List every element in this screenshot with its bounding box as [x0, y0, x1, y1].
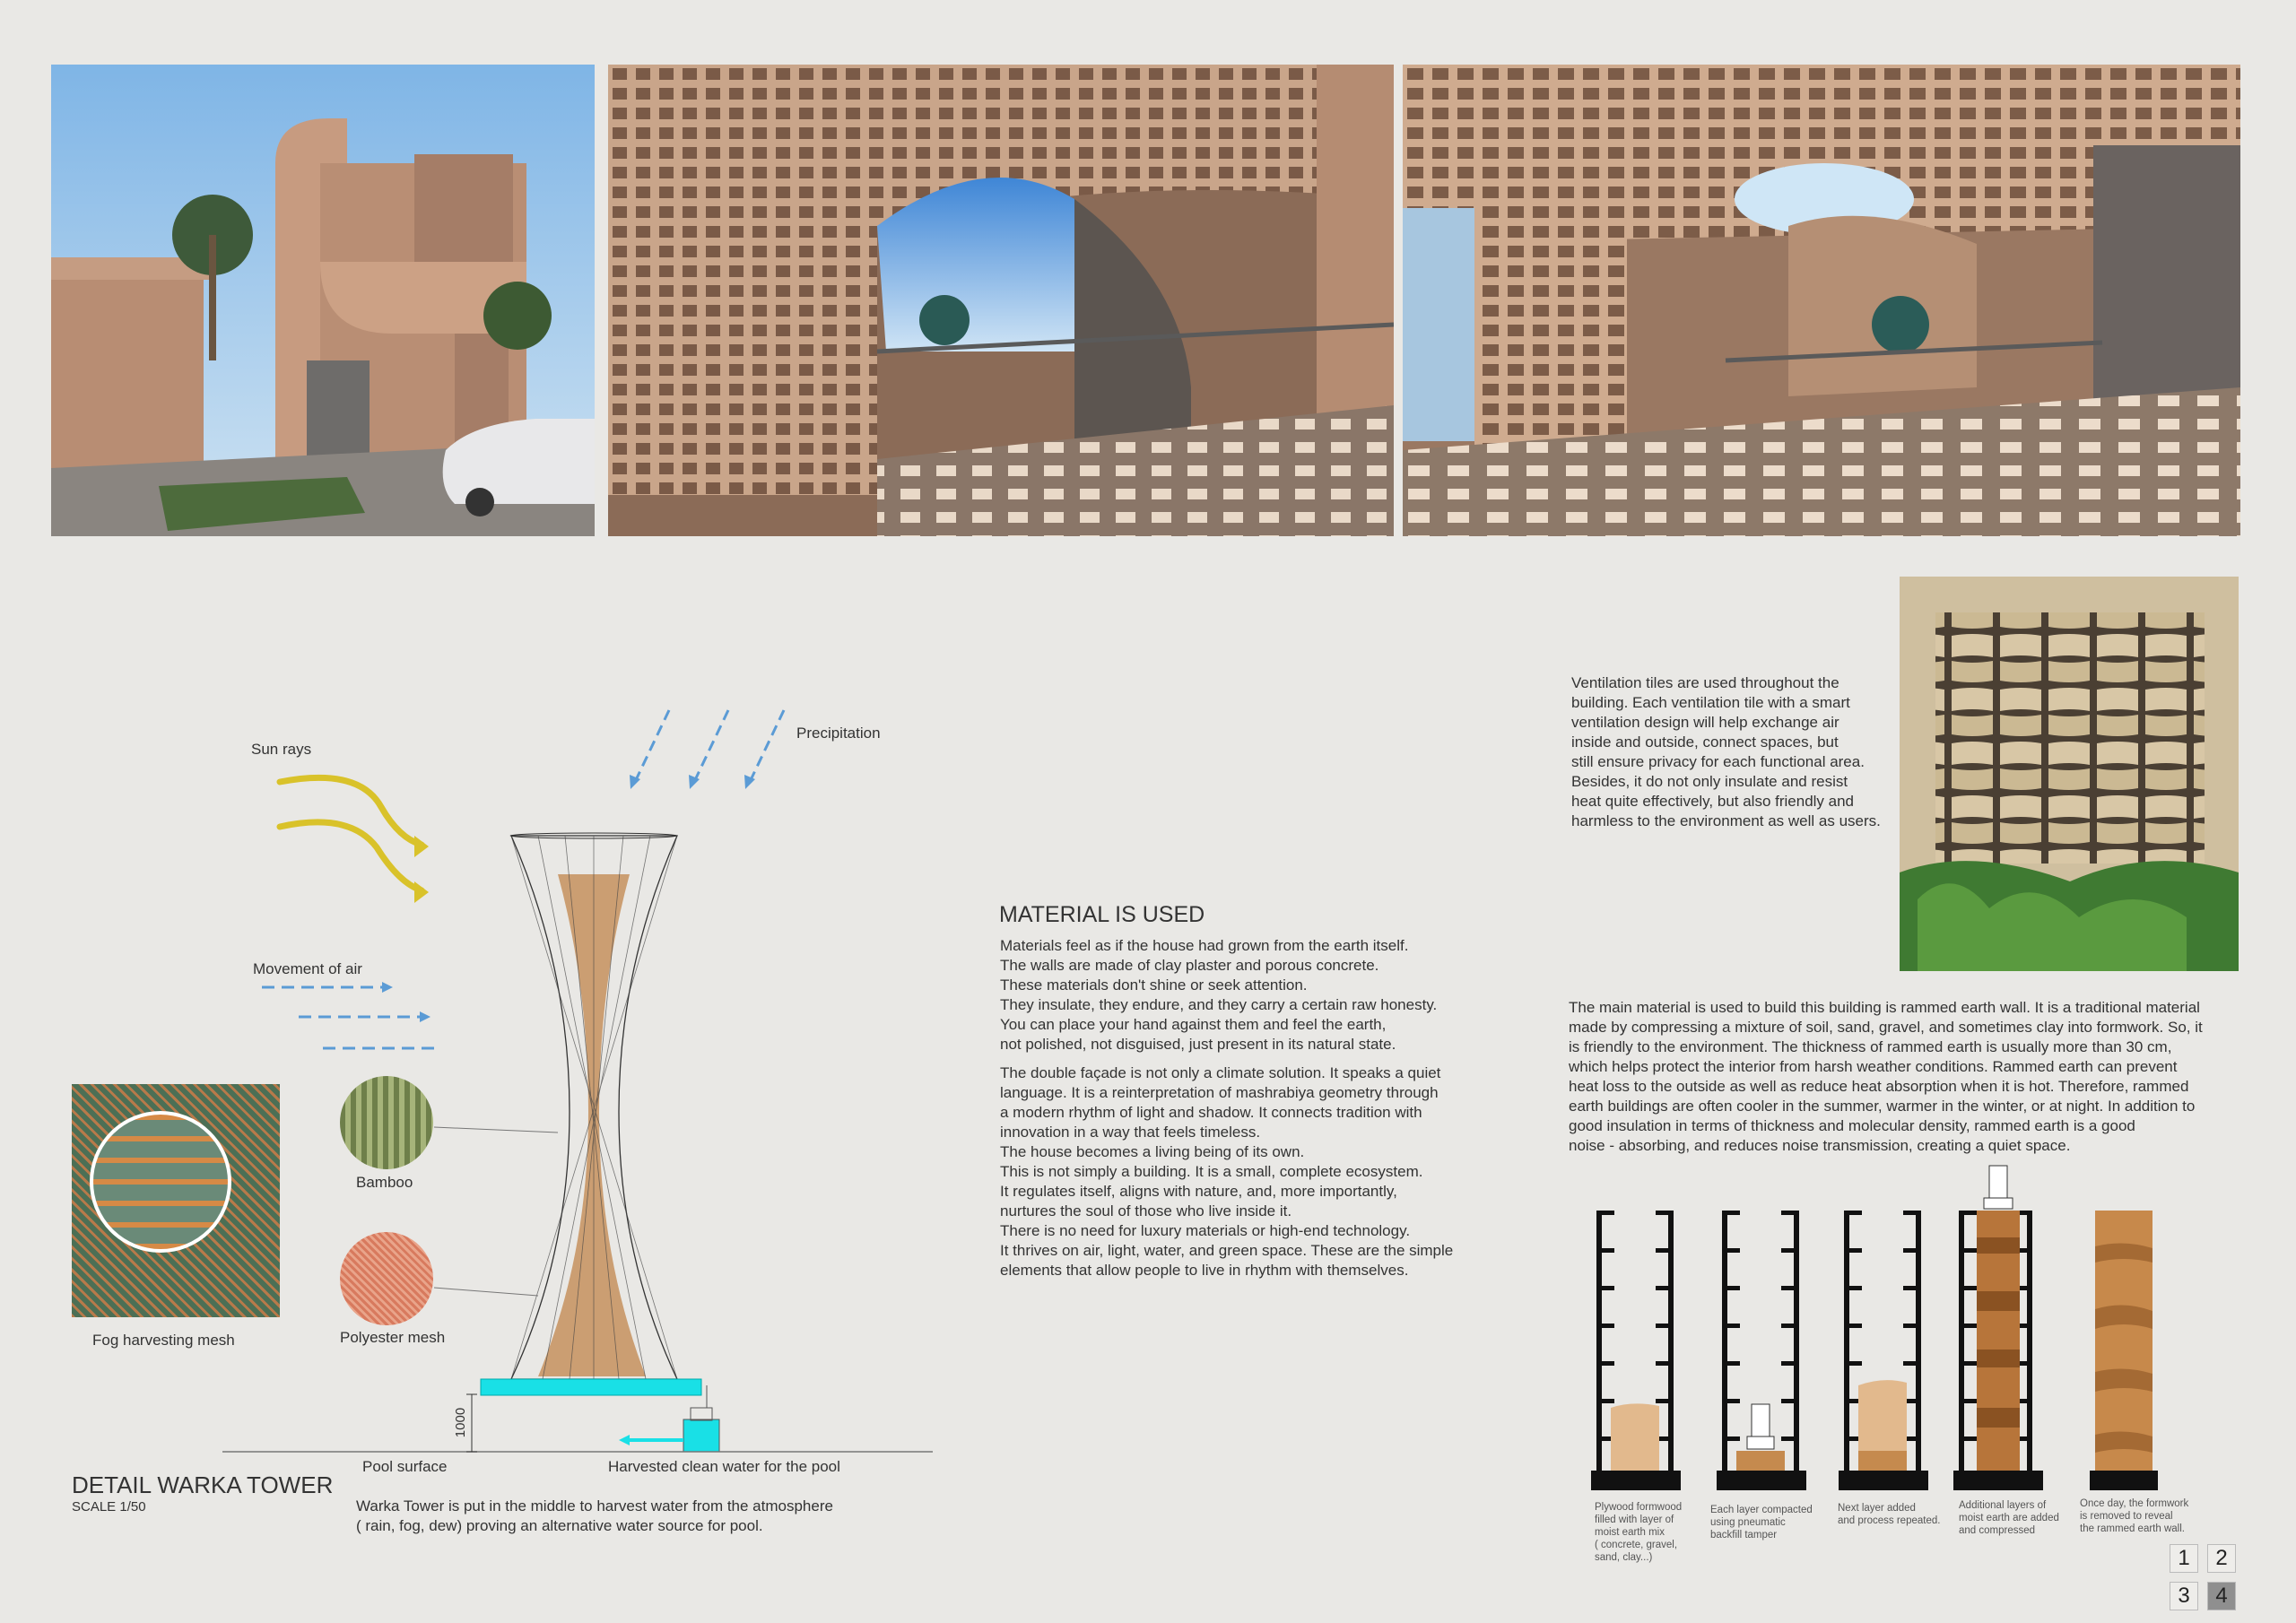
step-1-formwork — [1591, 1211, 1681, 1490]
fog-mesh-label: Fog harvesting mesh — [92, 1332, 235, 1349]
exterior-render — [51, 65, 595, 536]
precipitation-label: Precipitation — [796, 725, 881, 742]
material-heading: MATERIAL IS USED — [999, 902, 1205, 927]
fog-mesh-photo — [72, 1084, 280, 1317]
precipitation-arrows — [635, 710, 784, 782]
sun-rays-arrows — [280, 777, 422, 890]
material-para-1: Materials feel as if the house had grown from the earth itself. The walls are made of clay plaster and porous concrete. These materials don't shine or seek attention. They insulate, they endure, and they carry a certain raw honesty. You can place your hand against them and feel the earth, not polished, not disguised, just present in its natural state. — [1000, 937, 1438, 1053]
warka-tower — [510, 833, 677, 1379]
step-5-finished-wall — [2090, 1211, 2158, 1490]
page-1-button[interactable]: 1 — [2170, 1544, 2198, 1573]
step-1-caption: Plywood formwood filled with layer of moist earth mix ( concrete, gravel, sand, clay...) — [1595, 1502, 1683, 1563]
walkway-render-2 — [1403, 65, 2240, 536]
warka-description: Warka Tower is put in the middle to harvest water from the atmosphere ( rain, fog, dew) proving an alternative water source for pool. — [356, 1497, 833, 1534]
step-3-caption: Next layer added and process repeated. — [1838, 1503, 1941, 1526]
page-2-button[interactable]: 2 — [2207, 1544, 2236, 1573]
ventilation-tile-photo — [1900, 577, 2239, 971]
rammed-earth-process-diagram — [1578, 1157, 2170, 1497]
dimension-label: 1000 — [453, 1407, 469, 1438]
material-para-2: The double façade is not only a climate solution. It speaks a quiet language. It is a reinterpretation of mashrabiya geometry through a modern rhythm of light and shadow. It connects tradition with innovation in a way that feels timeless. The house becomes a living being of its own. This is not simply a building. It is a small, complete ecosystem. It regulates itself, aligns with nature, and, more importantly, nurtures the soul of those who live inside it. There is no need for luxury materials or high-end technology. It thrives on air, light, water, and green space. These are the simple elements that allow people to live in rhythm with themselves. — [1000, 1064, 1454, 1279]
step-3-next-layer — [1839, 1211, 1928, 1490]
step-4-caption: Additional layers of moist earth are added and compressed — [1959, 1500, 2059, 1536]
air-movement-arrows — [262, 987, 435, 1048]
pool-surface-label: Pool surface — [362, 1458, 448, 1475]
step-5-caption: Once day, the formwork is removed to reveal the rammed earth wall. — [2080, 1498, 2189, 1534]
rammed-earth-text: The main material is used to build this building is rammed earth wall. It is a traditional material made by compressing a mixture of soil, sand, gravel, and sometimes clay into formwork. So, it is friendly to the environment. The thickness of rammed earth is usually more than 30 cm, which helps protect the interior from harsh weather conditions. Rammed earth can prevent heat loss to the outside as well as reduce heat absorption when it is hot. Therefore, rammed earth buildings are often cooler in the summer, warmer in the winter, or at night. In addition to good insulation in terms of thickness and molecular density, rammed earth is a good noise - absorbing, and reduces noise transmission, creating a quiet space. — [1569, 999, 2203, 1154]
step-2-compaction — [1717, 1211, 1806, 1490]
polyester-mesh-label: Polyester mesh — [340, 1329, 446, 1346]
movement-of-air-label: Movement of air — [253, 960, 362, 977]
page-4-button[interactable]: 4 — [2207, 1582, 2236, 1610]
warka-title: DETAIL WARKA TOWER — [72, 1471, 334, 1498]
ventilation-text: Ventilation tiles are used throughout the building. Each ventilation tile with a smart ventilation design will help exchange air inside and outside, connect spaces, but still ensure privacy for each functional area. Besides, it do not only insulate and resist heat quite effectively, but also friendly and harmless to the environment as well as users. — [1571, 674, 1881, 829]
bamboo-label: Bamboo — [356, 1174, 413, 1191]
walkway-render-1 — [608, 65, 1394, 536]
step-2-caption: Each layer compacted using pneumatic backfill tamper — [1710, 1505, 1813, 1541]
warka-scale: SCALE 1/50 — [72, 1499, 146, 1515]
page-3-button[interactable]: 3 — [2170, 1582, 2198, 1610]
sun-rays-label: Sun rays — [251, 741, 312, 758]
bamboo-swatch — [340, 1076, 433, 1169]
polyester-mesh-swatch — [340, 1232, 433, 1325]
step-4-additional-layers — [1953, 1166, 2043, 1490]
harvested-water-label: Harvested clean water for the pool — [608, 1458, 840, 1475]
pool-basin — [481, 1379, 701, 1395]
